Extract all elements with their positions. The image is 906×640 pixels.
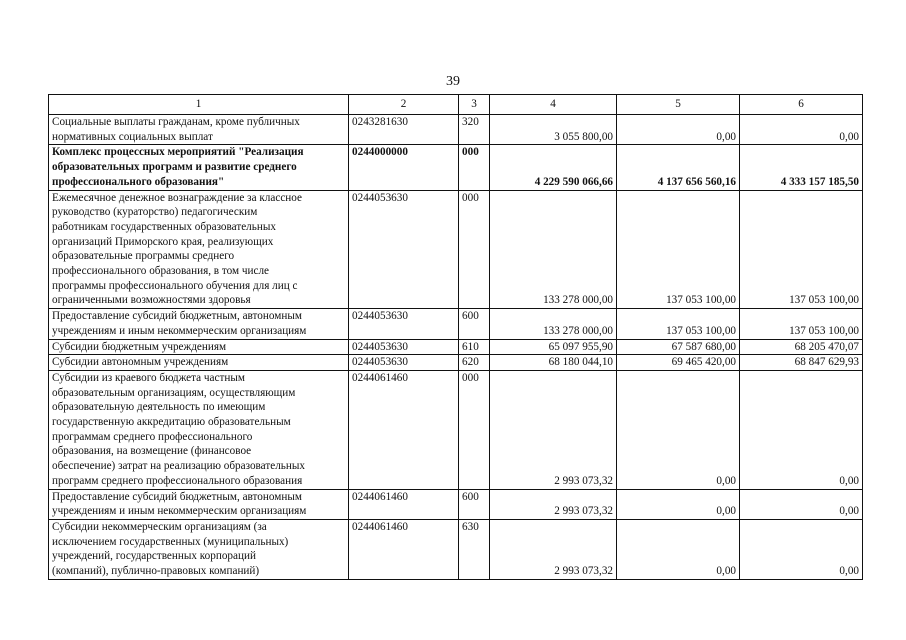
row-code-cell: 0244061460: [349, 489, 459, 519]
row-amount-3-cell: 68 847 629,93: [740, 355, 863, 371]
row-amount-1-cell: 2 993 073,32: [490, 519, 617, 579]
row-amount-1-cell: 3 055 800,00: [490, 115, 617, 145]
table-row: [49, 370, 863, 489]
row-amount-3-cell: 68 205 470,07: [740, 339, 863, 355]
row-code-cell: 0244053630: [349, 309, 459, 339]
row-amount-2-cell: 0,00: [617, 370, 740, 489]
row-name-line: Субсидии некоммерческим организациям (за: [52, 520, 267, 533]
row-name-line: программы профессионального обучения для лиц с: [52, 279, 298, 292]
row-name-line: образовательные программы среднего: [52, 250, 235, 263]
row-kvr-cell: 000: [459, 190, 490, 309]
row-kvr-cell: 610: [459, 339, 490, 355]
row-name-line: образовательных программ и развитие среднего: [52, 161, 297, 174]
page-number: 39: [446, 74, 460, 89]
row-amount-3-cell: 0,00: [740, 370, 863, 489]
header-col-4: 4: [490, 95, 617, 115]
table-body: [49, 115, 863, 580]
row-kvr-cell: 630: [459, 519, 490, 579]
row-name-line: Предоставление субсидий бюджетным, автономным: [52, 490, 302, 503]
table-header-row: [49, 95, 863, 115]
row-name-line: Субсидии бюджетным учреждениям: [52, 340, 227, 353]
header-col-6: 6: [740, 95, 863, 115]
row-amount-2-cell: 67 587 680,00: [617, 339, 740, 355]
row-amount-3-cell: 0,00: [740, 489, 863, 519]
row-name-cell: [49, 339, 349, 355]
row-code-cell: 0244053630: [349, 355, 459, 371]
row-name-cell: [49, 145, 349, 190]
row-amount-1-cell: 65 097 955,90: [490, 339, 617, 355]
row-amount-1-cell: 133 278 000,00: [490, 190, 617, 309]
row-name-line: ограниченными возможностями здоровья: [52, 294, 251, 307]
row-name-line: образовательную деятельность по имеющим: [52, 401, 266, 414]
row-name-line: учреждений, государственных корпораций: [52, 550, 256, 563]
row-kvr-cell: 620: [459, 355, 490, 371]
row-name-line: Предоставление субсидий бюджетным, автономным: [52, 310, 302, 323]
row-name-cell: [49, 370, 349, 489]
row-amount-2-cell: 69 465 420,00: [617, 355, 740, 371]
row-name-line: учреждениям и иным некоммерческим организациям: [52, 505, 307, 518]
table-row: [49, 309, 863, 339]
row-amount-1-cell: 2 993 073,32: [490, 370, 617, 489]
row-name-line: обеспечение) затрат на реализацию образовательных: [52, 460, 305, 473]
table-row: [49, 115, 863, 145]
header-col-1: 1: [49, 95, 349, 115]
row-code-cell: 0244061460: [349, 519, 459, 579]
row-amount-1-cell: 4 229 590 066,66: [490, 145, 617, 190]
row-name-line: государственную аккредитацию образовательным: [52, 416, 291, 429]
table-row: [49, 355, 863, 371]
row-name-cell: [49, 355, 349, 371]
table-row: [49, 190, 863, 309]
table-row: [49, 519, 863, 579]
row-amount-1-cell: 133 278 000,00: [490, 309, 617, 339]
header-col-3: 3: [459, 95, 490, 115]
row-amount-1-cell: 68 180 044,10: [490, 355, 617, 371]
row-code-cell: 0244000000: [349, 145, 459, 190]
row-name-line: Субсидии автономным учреждениям: [52, 356, 229, 369]
row-name-line: программ среднего профессионального образования: [52, 474, 303, 487]
row-name-line: образовательным организациям, осуществляющим: [52, 386, 296, 399]
row-name-cell: [49, 309, 349, 339]
row-name-line: (компаний), публично-правовых компаний): [52, 565, 260, 578]
row-name-line: исключением государственных (муниципальных): [52, 535, 289, 548]
row-name-line: организаций Приморского края, реализующих: [52, 235, 274, 248]
table-row: [49, 145, 863, 190]
row-name-cell: [49, 519, 349, 579]
row-code-cell: 0244061460: [349, 370, 459, 489]
header-col-5: 5: [617, 95, 740, 115]
row-name-line: Субсидии из краевого бюджета частным: [52, 371, 245, 384]
row-name-line: профессионального образования, в том числе: [52, 265, 270, 278]
row-amount-2-cell: 0,00: [617, 115, 740, 145]
row-name-cell: [49, 115, 349, 145]
table-row: [49, 339, 863, 355]
row-name-line: Социальные выплаты гражданам, кроме публичных: [52, 116, 300, 128]
row-amount-3-cell: 0,00: [740, 115, 863, 145]
row-name-line: Ежемесячное денежное вознаграждение за классное: [52, 191, 302, 204]
row-code-cell: 0243281630: [349, 115, 459, 145]
row-code-cell: 0244053630: [349, 339, 459, 355]
row-name-cell: [49, 489, 349, 519]
row-amount-3-cell: 4 333 157 185,50: [740, 145, 863, 190]
row-name-line: профессионального образования": [52, 175, 225, 188]
row-name-cell: [49, 190, 349, 309]
table-row: [49, 489, 863, 519]
row-name-line: работникам государственных образовательных: [52, 220, 276, 233]
row-amount-2-cell: 0,00: [617, 519, 740, 579]
row-amount-2-cell: 0,00: [617, 489, 740, 519]
row-amount-3-cell: 137 053 100,00: [740, 190, 863, 309]
row-name-line: образования, на возмещение (финансовое: [52, 445, 252, 458]
row-amount-2-cell: 137 053 100,00: [617, 309, 740, 339]
row-amount-3-cell: 137 053 100,00: [740, 309, 863, 339]
budget-table: [48, 94, 863, 580]
row-amount-2-cell: 137 053 100,00: [617, 190, 740, 309]
row-name-line: руководство (кураторство) педагогическим: [52, 206, 258, 219]
header-col-2: 2: [349, 95, 459, 115]
row-name-line: программам среднего профессионального: [52, 430, 253, 443]
row-name-line: нормативных социальных выплат: [52, 130, 213, 143]
row-amount-1-cell: 2 993 073,32: [490, 489, 617, 519]
row-kvr-cell: 000: [459, 370, 490, 489]
row-kvr-cell: 000: [459, 145, 490, 190]
row-amount-2-cell: 4 137 656 560,16: [617, 145, 740, 190]
row-kvr-cell: 320: [459, 115, 490, 145]
row-name-line: Комплекс процессных мероприятий "Реализация: [52, 146, 304, 159]
row-kvr-cell: 600: [459, 309, 490, 339]
row-amount-3-cell: 0,00: [740, 519, 863, 579]
row-code-cell: 0244053630: [349, 190, 459, 309]
row-name-line: учреждениям и иным некоммерческим организациям: [52, 324, 307, 337]
row-kvr-cell: 600: [459, 489, 490, 519]
